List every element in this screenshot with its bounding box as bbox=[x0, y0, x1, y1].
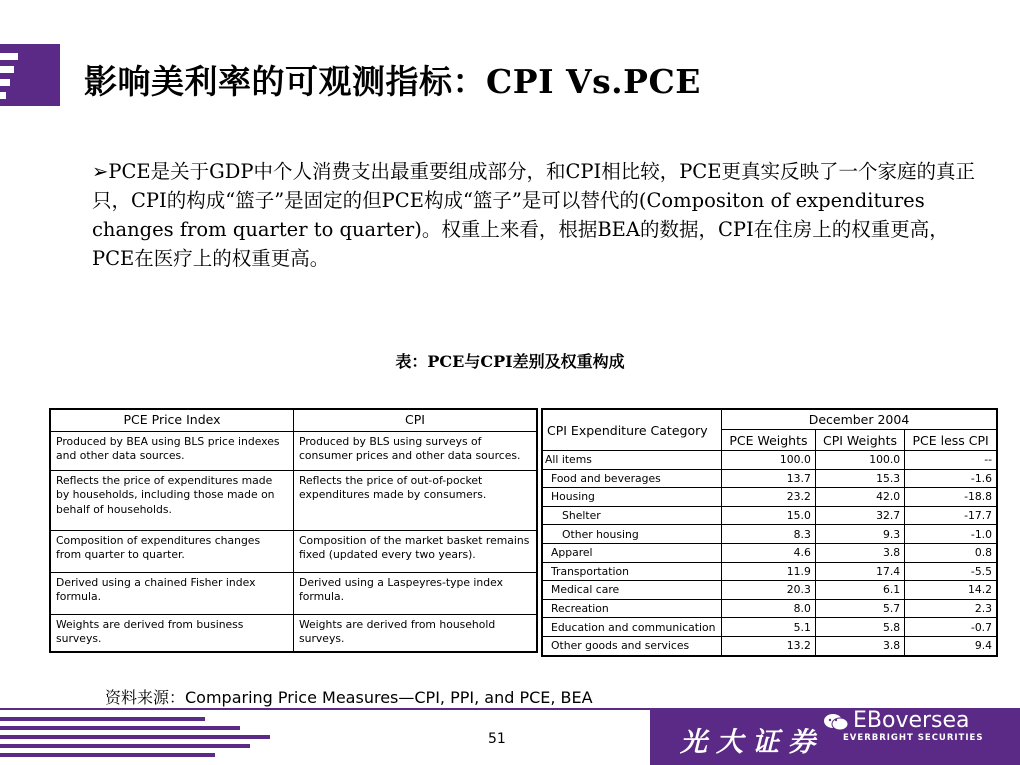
logo-mark bbox=[0, 44, 60, 106]
pce-weight-cell: 13.7 bbox=[722, 469, 816, 488]
pce-weight-cell: 11.9 bbox=[722, 562, 816, 581]
cpi-weight-cell: 42.0 bbox=[815, 488, 904, 507]
category-cell: Transportation bbox=[542, 562, 722, 581]
table-row bbox=[542, 525, 997, 544]
source-note: 资料来源：Comparing Price Measures—CPI, PPI, and PCE, BEA bbox=[105, 688, 593, 707]
category-cell: Other housing bbox=[542, 525, 722, 544]
table-row bbox=[542, 488, 997, 507]
comparison-table bbox=[49, 408, 538, 653]
cpi-cell: Produced by BLS using surveys of consumer prices and other data sources. bbox=[294, 431, 538, 470]
cpi-cell: Weights are derived from household surveys. bbox=[294, 614, 538, 652]
diff-cell: 14.2 bbox=[905, 581, 997, 600]
category-cell: Housing bbox=[542, 488, 722, 507]
table-row bbox=[50, 614, 537, 652]
pce-weights-header: PCE Weights bbox=[722, 430, 816, 451]
cpi-weight-cell: 32.7 bbox=[815, 506, 904, 525]
table-row bbox=[50, 572, 537, 614]
pce-weight-cell: 15.0 bbox=[722, 506, 816, 525]
category-cell: Apparel bbox=[542, 543, 722, 562]
table-row bbox=[50, 470, 537, 530]
cpi-weight-cell: 100.0 bbox=[815, 451, 904, 470]
pce-weight-cell: 13.2 bbox=[722, 636, 816, 655]
pce-weight-cell: 20.3 bbox=[722, 581, 816, 600]
intro-paragraph: ➢PCE是关于GDP中个人消费支出最重要组成部分，和CPI相比较，PCE更真实反映了一个家庭的真正只，CPI的构成“篮子”是固定的但PCE构成“篮子”是可以替代的(Compositon of expenditures changes from quarter to quarter)。权重上来看，根据BEA的数据，CPI在住房上的权重更高，PCE在医疗上的权重更高。 bbox=[92, 160, 975, 270]
diff-cell: 2.3 bbox=[905, 599, 997, 618]
diff-cell: -18.8 bbox=[905, 488, 997, 507]
category-cell: Medical care bbox=[542, 581, 722, 600]
table-row bbox=[542, 562, 997, 581]
cpi-weight-cell: 3.8 bbox=[815, 636, 904, 655]
table-row bbox=[542, 618, 997, 637]
pce-cell: Composition of expenditures changes from quarter to quarter. bbox=[50, 530, 294, 572]
slide-title: 影响美利率的可观测指标：CPI Vs.PCE bbox=[84, 62, 701, 101]
category-cell: Shelter bbox=[542, 506, 722, 525]
category-column-header: CPI Expenditure Category bbox=[542, 409, 722, 451]
pce-weight-cell: 5.1 bbox=[722, 618, 816, 637]
table-row bbox=[542, 451, 997, 470]
brand-name-en: EBoversea bbox=[853, 708, 970, 733]
table-row bbox=[50, 431, 537, 470]
wechat-icon bbox=[823, 713, 849, 731]
pce-weight-cell: 8.0 bbox=[722, 599, 816, 618]
diff-cell: -- bbox=[905, 451, 997, 470]
diff-cell: -0.7 bbox=[905, 618, 997, 637]
table-row bbox=[542, 469, 997, 488]
cpi-cell: Derived using a Laspeyres-type index formula. bbox=[294, 572, 538, 614]
diff-cell: 9.4 bbox=[905, 636, 997, 655]
pce-weight-cell: 8.3 bbox=[722, 525, 816, 544]
table-row bbox=[542, 506, 997, 525]
table-row bbox=[542, 636, 997, 655]
pce-cell: Weights are derived from business surveys. bbox=[50, 614, 294, 652]
page-number: 51 bbox=[488, 731, 506, 747]
period-header: December 2004 bbox=[722, 409, 998, 430]
cpi-weight-cell: 5.8 bbox=[815, 618, 904, 637]
diff-cell: -5.5 bbox=[905, 562, 997, 581]
cpi-weight-cell: 3.8 bbox=[815, 543, 904, 562]
table-row bbox=[542, 543, 997, 562]
diff-cell: -1.6 bbox=[905, 469, 997, 488]
pce-weight-cell: 4.6 bbox=[722, 543, 816, 562]
brand-name-cn: 光大证券 bbox=[680, 727, 824, 758]
pce-column-header: PCE Price Index bbox=[50, 409, 294, 431]
comparison-header-row bbox=[50, 409, 537, 431]
category-cell: Recreation bbox=[542, 599, 722, 618]
category-cell: Other goods and services bbox=[542, 636, 722, 655]
category-cell: Education and communication bbox=[542, 618, 722, 637]
table-row bbox=[542, 581, 997, 600]
cpi-weight-cell: 9.3 bbox=[815, 525, 904, 544]
table-row bbox=[50, 530, 537, 572]
table-row bbox=[542, 599, 997, 618]
brand-subtitle: EVERBRIGHT SECURITIES bbox=[843, 733, 984, 743]
cpi-weight-cell: 6.1 bbox=[815, 581, 904, 600]
pce-weight-cell: 23.2 bbox=[722, 488, 816, 507]
diff-cell: -1.0 bbox=[905, 525, 997, 544]
weights-header-row bbox=[542, 409, 997, 430]
cpi-weights-header: CPI Weights bbox=[815, 430, 904, 451]
cpi-cell: Composition of the market basket remains fixed (updated every two years). bbox=[294, 530, 538, 572]
cpi-weight-cell: 15.3 bbox=[815, 469, 904, 488]
weights-table bbox=[541, 408, 998, 657]
pce-cell: Reflects the price of expenditures made by households, including those made on behalf of households. bbox=[50, 470, 294, 530]
pce-cell: Produced by BEA using BLS price indexes and other data sources. bbox=[50, 431, 294, 470]
cpi-column-header: CPI bbox=[294, 409, 538, 431]
cpi-cell: Reflects the price of out-of-pocket expenditures made by consumers. bbox=[294, 470, 538, 530]
diff-cell: -17.7 bbox=[905, 506, 997, 525]
cpi-weight-cell: 17.4 bbox=[815, 562, 904, 581]
pce-less-cpi-header: PCE less CPI bbox=[905, 430, 997, 451]
cpi-weight-cell: 5.7 bbox=[815, 599, 904, 618]
table-caption: 表：PCE与CPI差别及权重构成 bbox=[395, 352, 625, 371]
diff-cell: 0.8 bbox=[905, 543, 997, 562]
pce-weight-cell: 100.0 bbox=[722, 451, 816, 470]
pce-cell: Derived using a chained Fisher index formula. bbox=[50, 572, 294, 614]
category-cell: Food and beverages bbox=[542, 469, 722, 488]
category-cell: All items bbox=[542, 451, 722, 470]
